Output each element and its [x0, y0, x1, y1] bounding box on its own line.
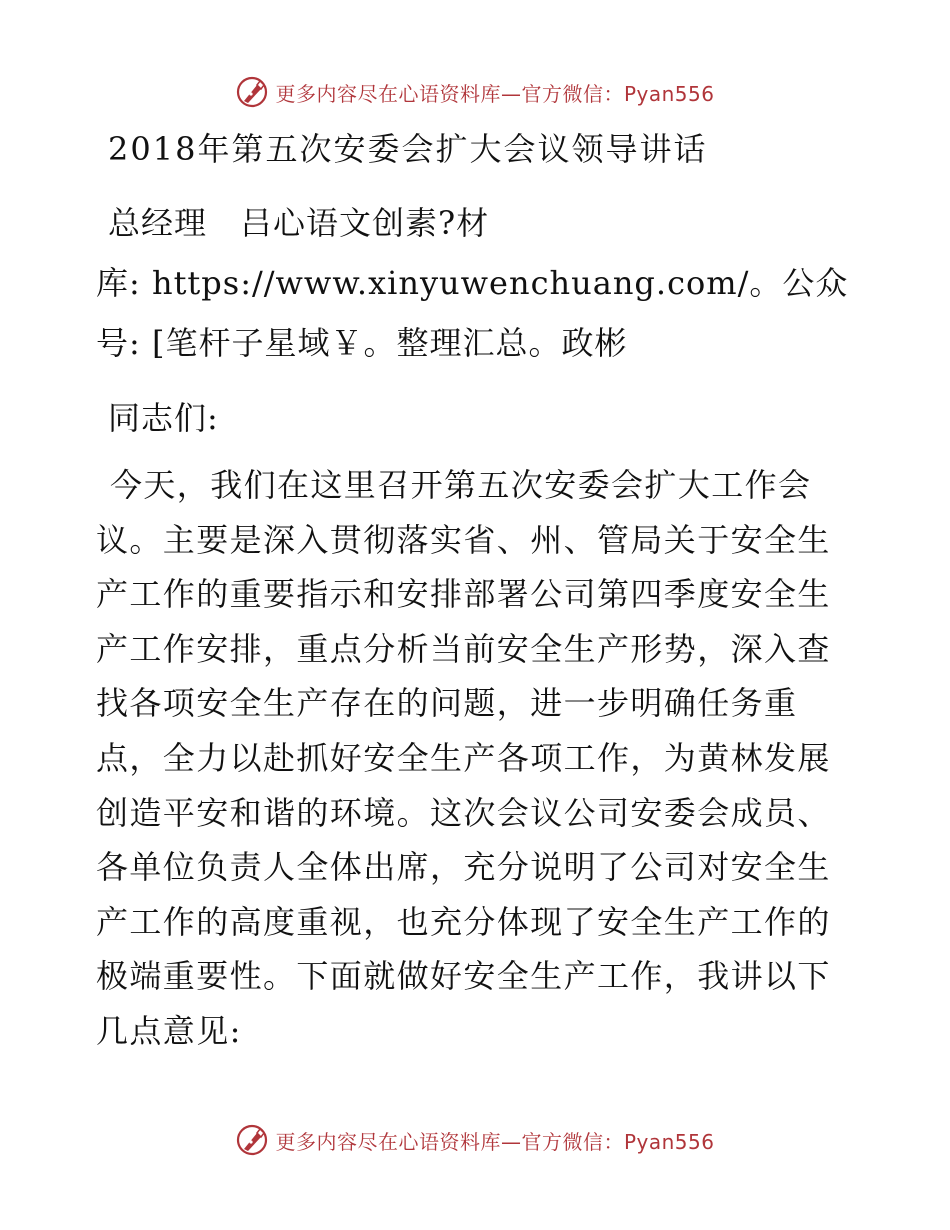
document-title: 2018年第五次安委会扩大会议领导讲话 — [108, 130, 708, 168]
salutation: 同志们: — [108, 399, 219, 437]
body-paragraph: 今天，我们在这里召开第五次安委会扩大工作会议。主要是深入贯彻落实省、州、管局关于安全生产工作的重要指示和安排部署公司第四季度安全生产工作安排，重点分析当前安全生产形势，深入查找各项安全生产存在的问题，进一步明确任务重点，全力以赴抓好安全生产各项工作，为黄林发展创造平安和谐的环境。这次会议公司安委会成员、各单位负责人全体出席，充分说明了公司对安全生产工作的高度重视，也充分体现了安全生产工作的极端重要性。下面就做好安全生产工作，我讲以下几点意见: — [96, 466, 831, 1050]
author-line: 总经理 吕心语文创素?材 — [108, 204, 490, 242]
watermark-text: 更多内容尽在心语资料库—官方微信：Pyan556 — [275, 1129, 715, 1154]
source-account-line: 号: [笔杆子星域￥。整理汇总。政彬 — [96, 324, 628, 362]
pen-nib-logo-icon — [235, 1123, 269, 1157]
header-watermark — [0, 72, 950, 112]
pen-nib-logo-icon — [235, 75, 269, 109]
source-url-line: 库: https://www.xinyuwenchuang.com/。公众 — [96, 264, 849, 302]
watermark-text: 更多内容尽在心语资料库—官方微信：Pyan556 — [275, 81, 715, 106]
footer-watermark — [0, 1120, 950, 1160]
